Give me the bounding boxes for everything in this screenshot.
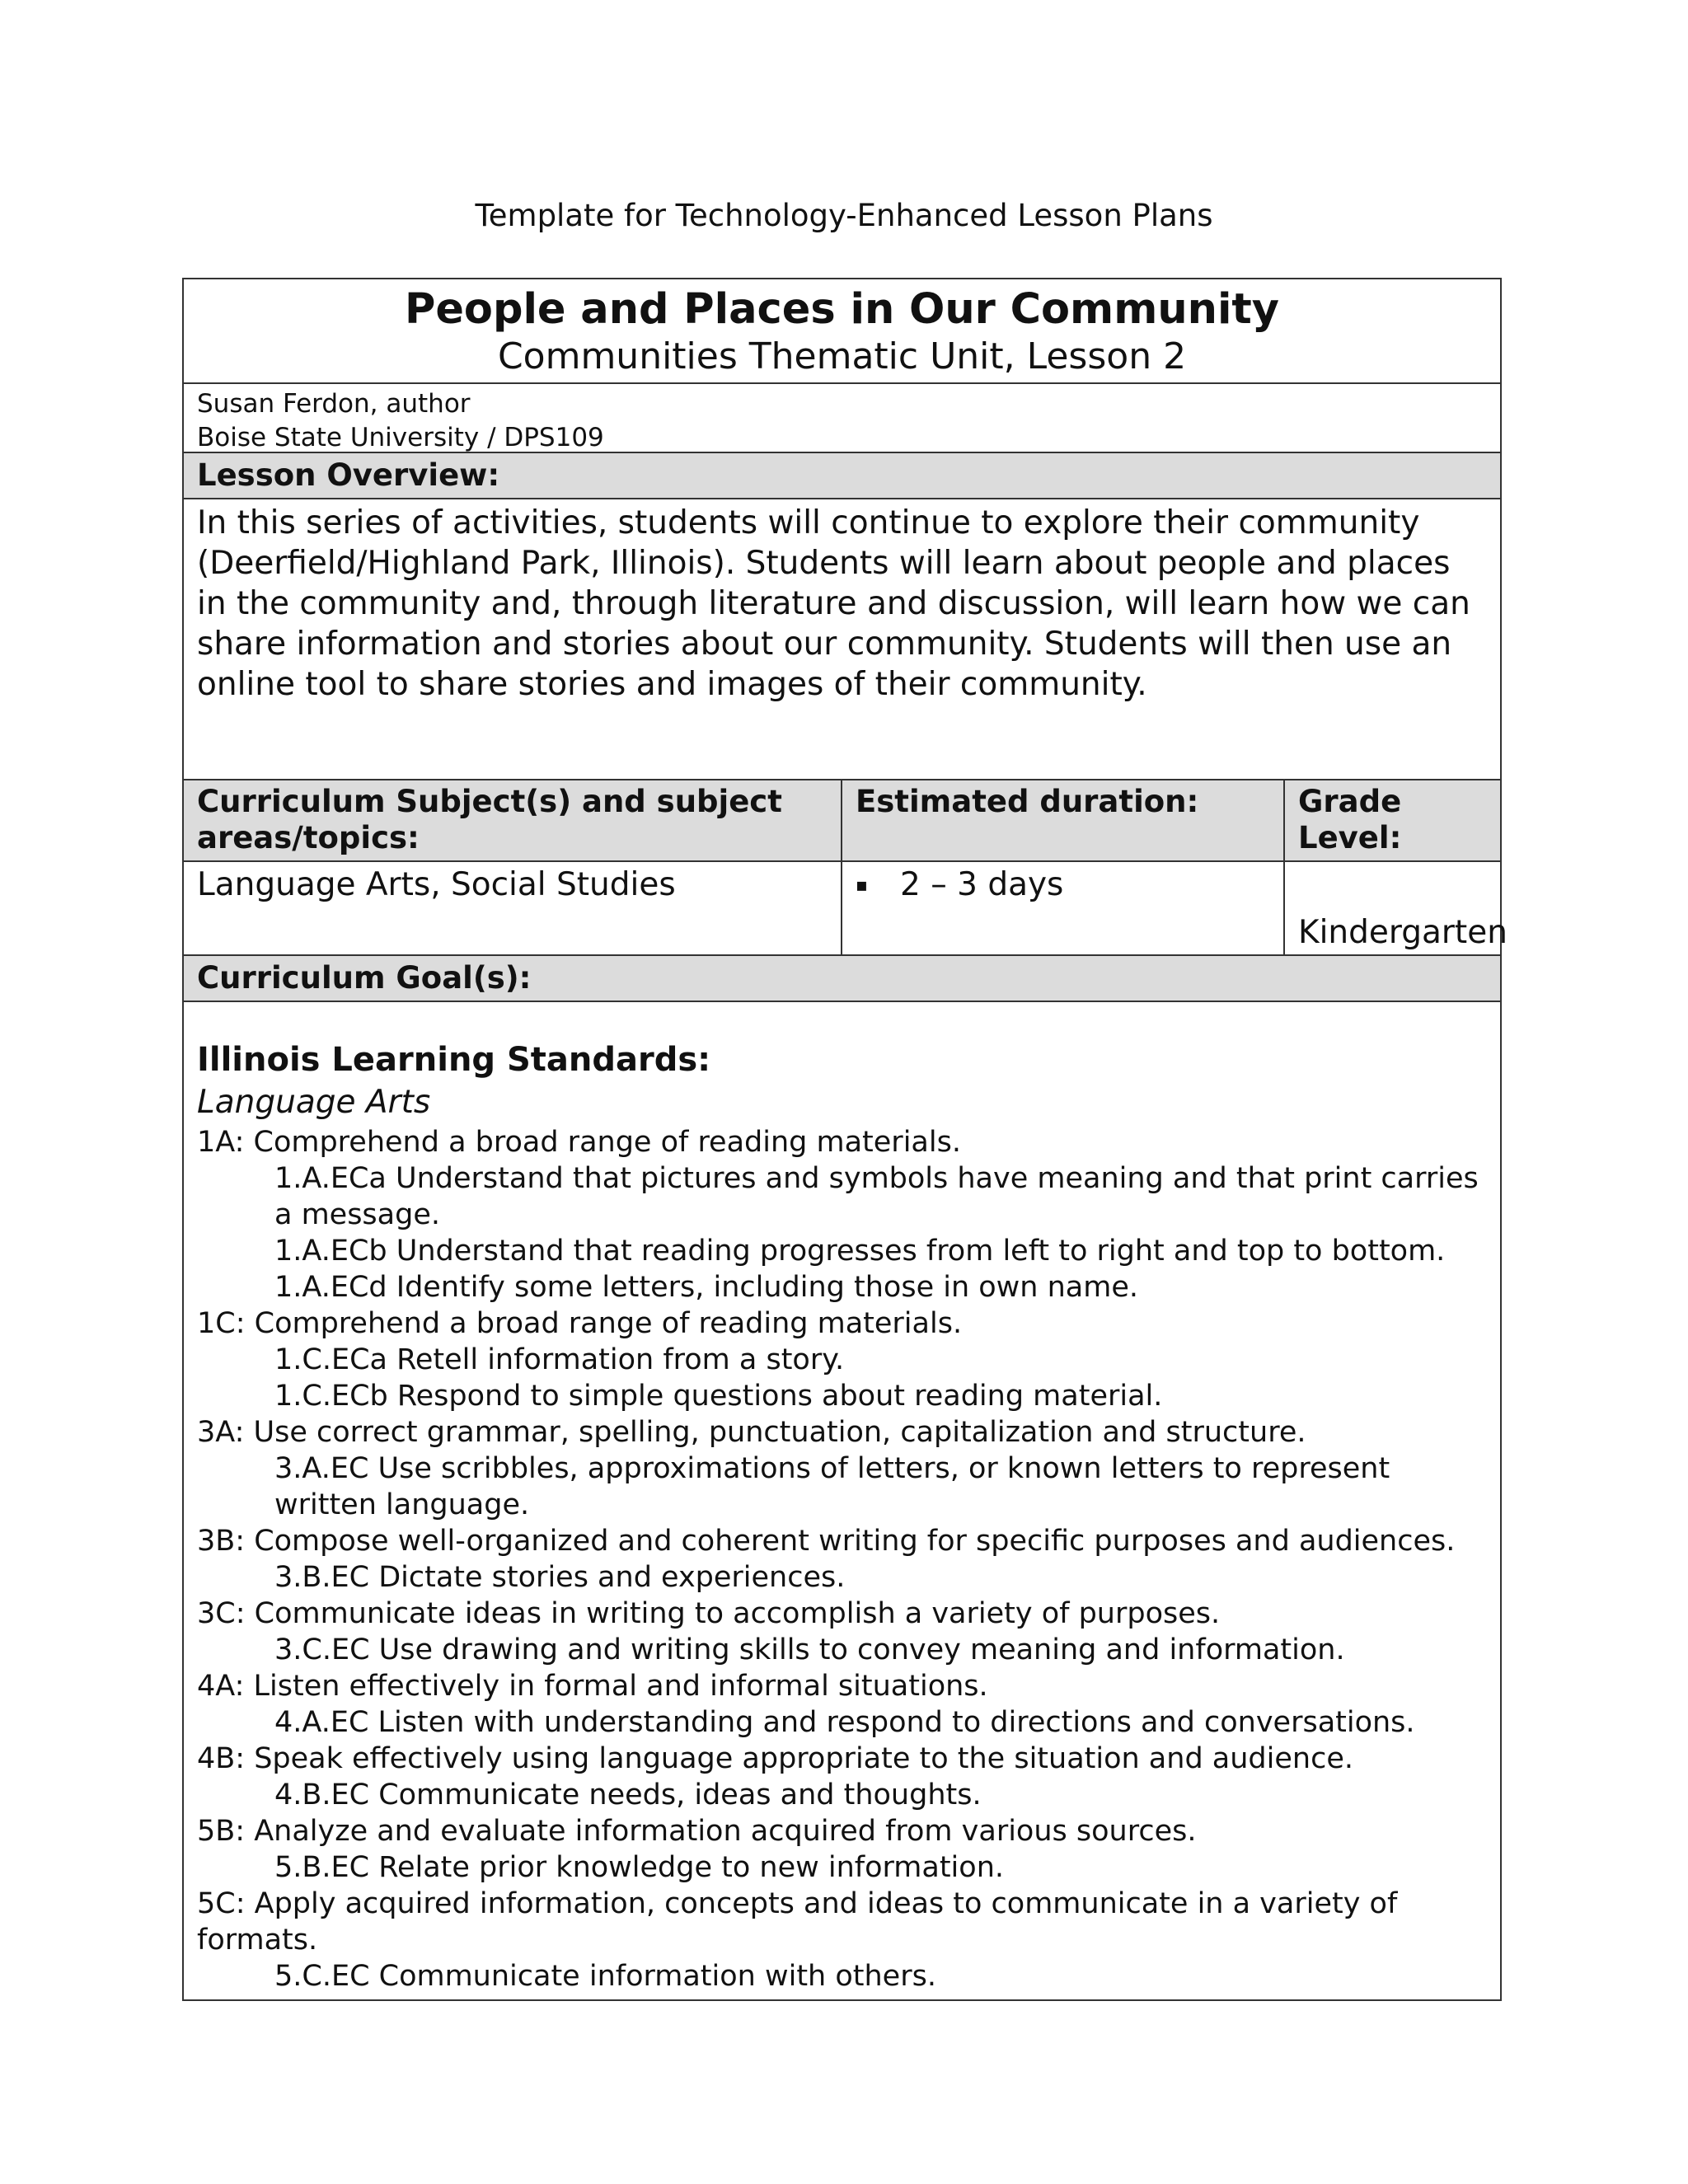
- lesson-plan-table: [182, 278, 1507, 2001]
- standard-item: 3A: Use correct grammar, spelling, punctuation, capitalization and structure.: [197, 1416, 1306, 1449]
- page-header: Template for Technology-Enhanced Lesson Plans: [475, 198, 1213, 233]
- standard-subitem: 3.B.EC Dictate stories and experiences.: [274, 1561, 846, 1594]
- standard-subitem: 4.A.EC Listen with understanding and respond to directions and conversations.: [274, 1706, 1415, 1739]
- standard-subitem: 5.B.EC Relate prior knowledge to new information.: [274, 1851, 1004, 1884]
- standard-item: 1A: Comprehend a broad range of reading materials.: [197, 1126, 961, 1159]
- subjects-header-row: [184, 780, 1500, 862]
- overview-label: Lesson Overview:: [184, 453, 1500, 499]
- standard-subitem: 1.A.ECd Identify some letters, including those in own name.: [274, 1271, 1139, 1304]
- standard-item: 4A: Listen effectively in formal and informal situations.: [197, 1670, 988, 1703]
- author-affiliation: Boise State University / DPS109: [197, 423, 604, 452]
- bullet-icon: ▪: [856, 875, 868, 896]
- goals-body: [184, 1002, 1500, 1999]
- author-block: [184, 384, 1500, 453]
- grade-header: Grade Level:: [1298, 784, 1402, 855]
- standard-item: 3B: Compose well-organized and coherent writing for specific purposes and audiences.: [197, 1525, 1456, 1558]
- standard-item: 1C: Comprehend a broad range of reading materials.: [197, 1307, 963, 1340]
- standard-subitem: 1.C.ECa Retell information from a story.: [274, 1343, 845, 1376]
- subjects-value: Language Arts, Social Studies: [184, 862, 842, 954]
- standard-item: 5B: Analyze and evaluate information acquired from various sources.: [197, 1815, 1197, 1848]
- standards-subheading: Language Arts: [197, 1084, 431, 1121]
- grade-cell: [1285, 862, 1507, 954]
- standard-item: 5C: Apply acquired information, concepts and ideas to communicate in a variety of formats.: [197, 1887, 1398, 1957]
- subjects-value-row: [184, 862, 1507, 956]
- standard-subitem: 1.A.ECb Understand that reading progresses from left to right and top to bottom.: [274, 1235, 1446, 1268]
- author-name: Susan Ferdon, author: [197, 389, 471, 419]
- subjects-header: Curriculum Subject(s) and subject areas/topics:: [184, 780, 842, 860]
- grade-value: Kindergarten: [1298, 914, 1507, 951]
- standard-subitem: 4.B.EC Communicate needs, ideas and thoughts.: [274, 1779, 982, 1811]
- standard-subitem: 3.A.EC Use scribbles, approximations of letters, or known letters to represent written language.: [274, 1452, 1390, 1521]
- duration-cell: [842, 862, 1285, 954]
- standard-item: 4B: Speak effectively using language appropriate to the situation and audience.: [197, 1742, 1353, 1775]
- standard-subitem: 5.C.EC Communicate information with others.: [274, 1960, 936, 1993]
- standards-list: [197, 1124, 1487, 1994]
- title-block: [184, 284, 1500, 384]
- standard-subitem: 1.C.ECb Respond to simple questions about reading material.: [274, 1380, 1163, 1413]
- overview-text: In this series of activities, students will continue to explore their community (Deerfield/Highland Park, Illinois). Students will learn about people and places in the community and, through literature and discussion, will learn how we can share information and stories about our community. Students will then use an online tool to share stories and images of their community.: [184, 499, 1500, 780]
- standards-heading: Illinois Learning Standards:: [197, 1041, 711, 1079]
- standard-subitem: 1.A.ECa Understand that pictures and symbols have meaning and that print carries a message.: [274, 1162, 1479, 1231]
- lesson-subtitle: Communities Thematic Unit, Lesson 2: [497, 335, 1187, 377]
- duration-value: 2 – 3 days: [900, 866, 1064, 903]
- duration-header: Estimated duration:: [842, 780, 1285, 860]
- goals-label: Curriculum Goal(s):: [184, 956, 1500, 1002]
- standard-subitem: 3.C.EC Use drawing and writing skills to convey meaning and information.: [274, 1633, 1345, 1666]
- lesson-title: People and Places in Our Community: [404, 285, 1280, 334]
- standard-item: 3C: Communicate ideas in writing to accomplish a variety of purposes.: [197, 1597, 1221, 1630]
